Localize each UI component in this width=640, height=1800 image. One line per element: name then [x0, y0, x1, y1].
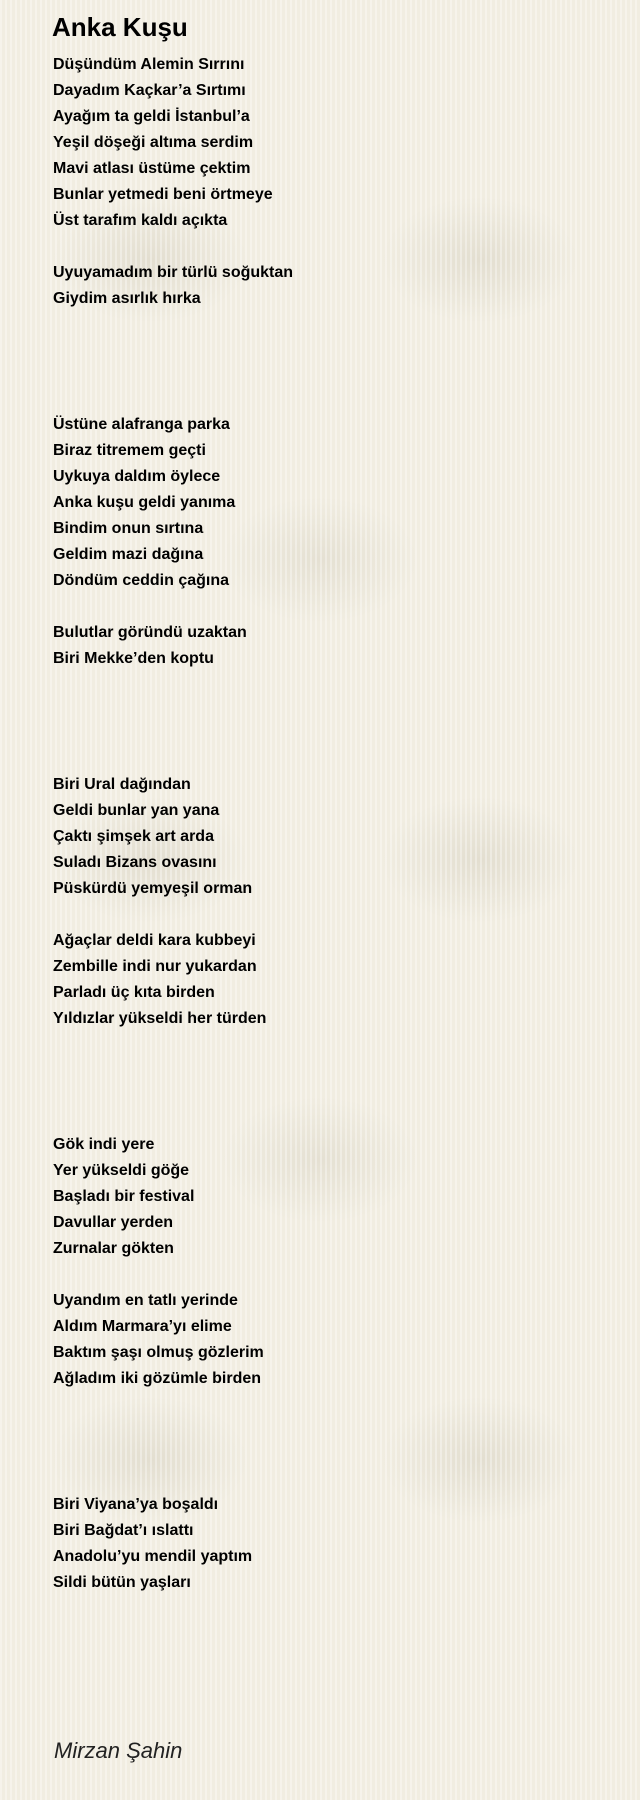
poem-line: Gök indi yere: [53, 1136, 155, 1153]
poem-line: Biri Ural dağından: [53, 776, 191, 793]
stanza-gap: [53, 1392, 613, 1492]
poem-line: Davullar yerden: [53, 1214, 174, 1231]
poem-line: Biri Viyana’ya boşaldı: [53, 1496, 219, 1513]
stanza-5: [53, 772, 613, 902]
poem-line: Düşündüm Alemin Sırrını: [53, 56, 245, 73]
poem-line: Başladı bir festival: [53, 1188, 195, 1205]
poem-line: Zurnalar gökten: [53, 1240, 174, 1257]
stanza-4: [53, 620, 613, 672]
poem-line: Bulutlar göründü uzaktan: [53, 624, 247, 641]
stanza-gap: [53, 1032, 613, 1132]
poem-line: Bindim onun sırtına: [53, 520, 204, 537]
poem-line: Zembille indi nur yukardan: [53, 958, 257, 975]
poem-line: Biri Mekke’den koptu: [53, 650, 214, 667]
poem-line: Yer yükseldi göğe: [53, 1162, 190, 1179]
poem-line: Baktım şaşı olmuş gözlerim: [53, 1344, 264, 1361]
stanza-gap: [53, 672, 613, 772]
poem-line: Parladı üç kıta birden: [53, 984, 215, 1001]
poem-line: Ayağım ta geldi İstanbul’a: [53, 108, 250, 125]
poem-line: Anadolu’yu mendil yaptım: [53, 1548, 253, 1565]
stanza-gap: [53, 234, 613, 260]
poem-line: Çaktı şimşek art arda: [53, 828, 214, 845]
poem-line: Uyandım en tatlı yerinde: [53, 1292, 238, 1309]
stanza-3: [53, 412, 613, 594]
stanza-8: [53, 1288, 613, 1392]
poem-line: Mavi atlası üstüme çektim: [53, 160, 251, 177]
poem-line: Geldim mazi dağına: [53, 546, 204, 563]
stanza-gap: [53, 1262, 613, 1288]
poem-line: Uyuyamadım bir türlü soğuktan: [53, 264, 294, 281]
poem-line: Püskürdü yemyeşil orman: [53, 880, 253, 897]
poem-line: Uykuya daldım öylece: [53, 468, 221, 485]
poem-line: Bunlar yetmedi beni örtmeye: [53, 186, 273, 203]
poem-line: Ağladım iki gözümle birden: [53, 1370, 262, 1387]
poem-line: Biri Bağdat’ı ıslattı: [53, 1522, 194, 1539]
stanza-2: [53, 260, 613, 312]
poem-title: Anka Kuşu: [52, 12, 188, 42]
poem-line: Aldım Marmara’yı elime: [53, 1318, 232, 1335]
stanza-6: [53, 928, 613, 1032]
poem-line: Anka kuşu geldi yanıma: [53, 494, 236, 511]
poem-line: Üst tarafım kaldı açıkta: [53, 212, 228, 229]
stanza-7: [53, 1132, 613, 1262]
poem-author: Mirzan Şahin: [54, 1738, 183, 1763]
poem-line: Biraz titremem geçti: [53, 442, 206, 459]
poem-line: Geldi bunlar yan yana: [53, 802, 220, 819]
stanza-gap: [53, 902, 613, 928]
stanza-9: [53, 1492, 613, 1596]
poem-body: [53, 52, 613, 1596]
poem-line: Yıldızlar yükseldi her türden: [53, 1010, 267, 1027]
poem-line: Döndüm ceddin çağına: [53, 572, 230, 589]
poem-line: Giydim asırlık hırka: [53, 290, 201, 307]
stanza-1: [53, 52, 613, 234]
poem-line: Sildi bütün yaşları: [53, 1574, 191, 1591]
poem-line: Yeşil döşeği altıma serdim: [53, 134, 254, 151]
stanza-gap: [53, 594, 613, 620]
poem-line: Suladı Bizans ovasını: [53, 854, 217, 871]
stanza-gap: [53, 312, 613, 412]
poem-line: Ağaçlar deldi kara kubbeyi: [53, 932, 256, 949]
poem-line: Dayadım Kaçkar’a Sırtımı: [53, 82, 246, 99]
poem-line: Üstüne alafranga parka: [53, 416, 230, 433]
